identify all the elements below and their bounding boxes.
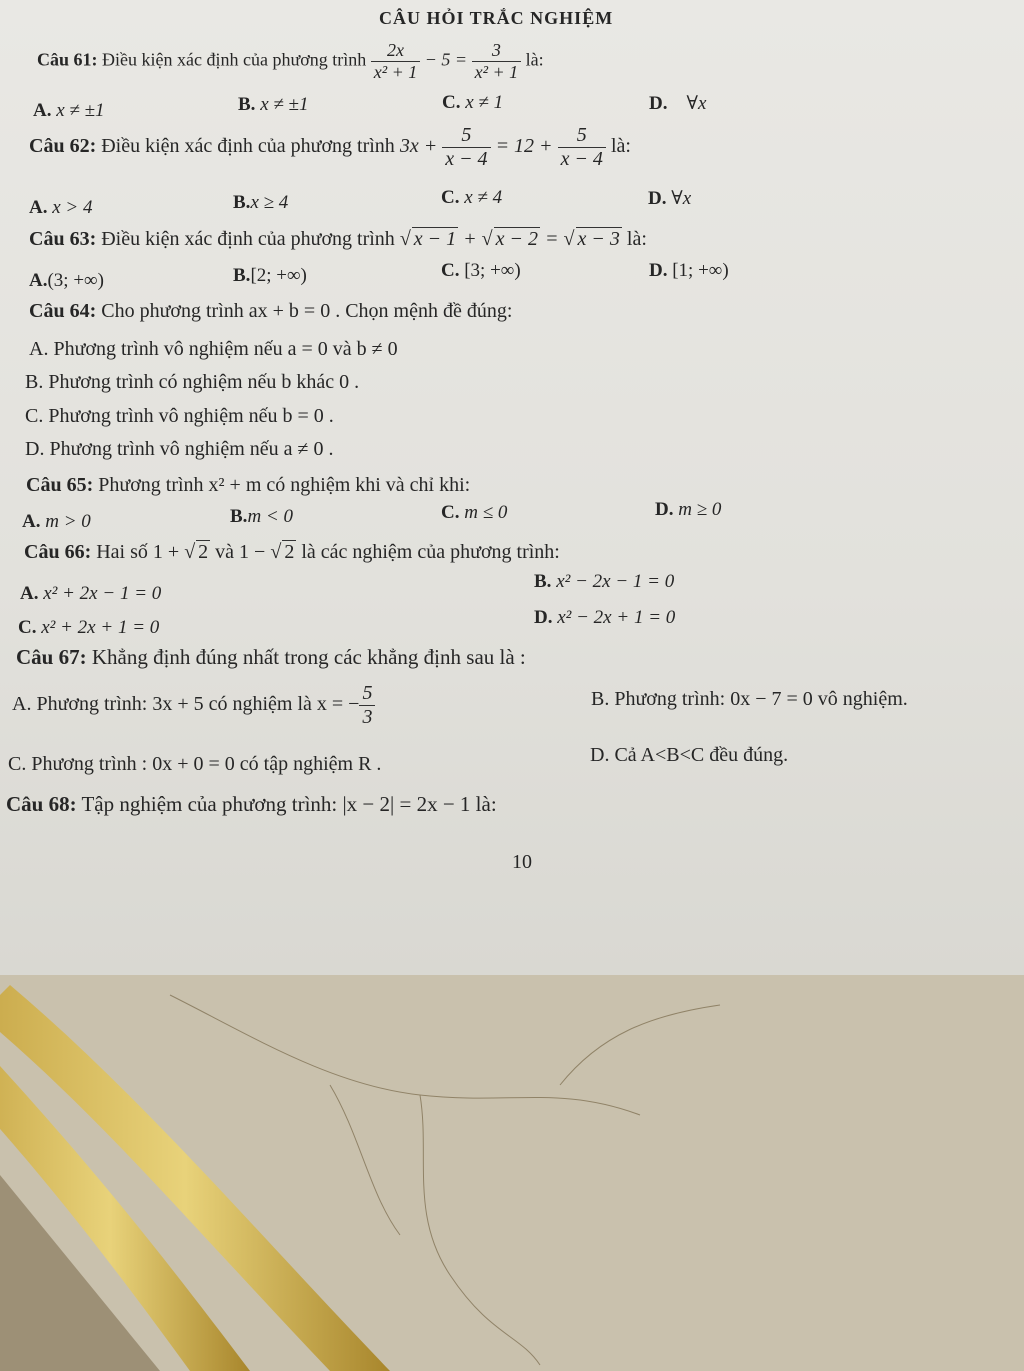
option-letter: A. [20, 583, 39, 604]
question-text: Điều kiện xác định của phương trình [101, 135, 395, 158]
question-label: Câu 65: [26, 474, 94, 496]
option-63d [649, 260, 729, 282]
option-value: m ≤ 0 [464, 502, 508, 523]
option-63a [29, 270, 104, 292]
radicand: 2 [198, 541, 209, 563]
fraction [371, 40, 421, 82]
option-66b [534, 571, 674, 593]
option-value: ∀x [686, 93, 707, 114]
option-value: x ≥ 4 [250, 192, 289, 213]
option-letter: C. [441, 502, 460, 523]
option-67b: B. Phương trình: 0x − 7 = 0 vô nghiệm. [591, 688, 908, 710]
option-61c [442, 92, 503, 114]
page-title: CÂU HỎI TRẮC NGHIỆM [379, 8, 614, 28]
option-61a [33, 100, 105, 122]
question-tail: là: [626, 228, 647, 250]
question-text: Điều kiện xác định của phương trình [102, 49, 367, 70]
question-text: và 1 − [210, 541, 271, 563]
option-65a [22, 511, 91, 533]
question-tail: là: [525, 49, 544, 70]
fraction [359, 682, 375, 729]
option-65d [655, 499, 721, 521]
page-number: 10 [512, 851, 532, 873]
option-letter: C. [442, 92, 461, 113]
option-letter: A. [33, 100, 52, 121]
denominator: x − 4 [560, 148, 603, 170]
option-value: ∀x [671, 188, 692, 209]
option-letter: D. [648, 188, 667, 209]
question-label: Câu 67: [16, 645, 87, 669]
equation-part: − 5 = [420, 49, 472, 70]
fraction [442, 124, 490, 171]
option-61d [649, 92, 706, 115]
option-62a [29, 197, 93, 219]
option-letter: B. [233, 265, 251, 286]
question-64 [29, 300, 512, 323]
question-text: Điều kiện xác định của phương trình [101, 228, 395, 250]
denominator: x² + 1 [474, 61, 519, 82]
question-66: Câu 66: Hai số 1 + √ 2 và 1 − √ 2 là các nghiệm của phương trình: [24, 541, 560, 563]
numerator: 5 [359, 682, 375, 706]
option-letter: A. [29, 270, 48, 291]
question-text: Tập nghiệm của phương trình: |x − 2| = 2x − 1 là: [81, 792, 497, 816]
question-text: Phương trình x² + m có nghiệm khi và chỉ khi: [98, 474, 471, 496]
option-letter: C. [441, 187, 460, 208]
question-label: Câu 64: [29, 300, 97, 322]
option-value: m ≥ 0 [678, 499, 722, 520]
option-66c [18, 617, 159, 639]
question-67 [16, 645, 526, 670]
option-value: x² − 2x + 1 = 0 [557, 607, 676, 628]
option-value: x ≠ 1 [465, 92, 504, 113]
denominator: 3 [362, 706, 373, 728]
option-value: m < 0 [247, 506, 293, 527]
fraction [472, 40, 522, 82]
option-letter: C. [18, 617, 37, 638]
option-66d [534, 607, 675, 629]
question-label: Câu 62: [29, 135, 97, 158]
question-text: Hai số 1 + [96, 541, 185, 563]
denominator: x² + 1 [373, 61, 418, 82]
option-text: A. Phương trình: 3x + 5 có nghiệm là x = − [12, 693, 360, 716]
option-67d: D. Cả A<B<C đều đúng. [590, 744, 789, 766]
question-text: Cho phương trình ax + b = 0 . Chọn mệnh đề đúng: [101, 300, 513, 322]
question-label: Câu 66: [24, 541, 92, 563]
question-tail: là: [610, 135, 631, 158]
question-label: Câu 68: [6, 792, 77, 816]
option-65b [230, 506, 293, 528]
option-64b: B. Phương trình có nghiệm nếu b khác 0 . [25, 371, 360, 393]
equation-part: 3x + [399, 135, 443, 158]
option-value: [1; +∞) [672, 260, 729, 281]
option-64a: A. Phương trình vô nghiệm nếu a = 0 và b ≠ 0 [29, 338, 398, 360]
option-62d [648, 187, 691, 210]
option-63c [441, 260, 521, 282]
question-61 [37, 40, 544, 82]
background-floor [0, 975, 1024, 1371]
sqrt-expression: √ x − 1 + √ x − 2 = √ x − 3 [399, 228, 620, 250]
option-letter: D. [649, 260, 668, 281]
option-value: x² + 2x + 1 = 0 [41, 617, 160, 638]
question-63 [29, 227, 647, 251]
question-text: là các nghiệm của phương trình: [296, 541, 560, 563]
option-value: x > 4 [52, 197, 93, 218]
question-65 [26, 474, 470, 497]
option-letter: B. [230, 506, 248, 527]
denominator: x − 4 [445, 148, 488, 170]
option-value: x ≠ ±1 [260, 94, 309, 115]
option-67a [12, 682, 375, 729]
option-letter: B. [238, 94, 256, 115]
radicand: 2 [284, 541, 295, 563]
option-63b [233, 265, 307, 287]
question-62 [29, 124, 631, 171]
question-label: Câu 61: [37, 49, 98, 70]
option-letter: B. [534, 571, 552, 592]
option-letter: D. [534, 607, 553, 628]
option-letter: A. [22, 511, 41, 532]
numerator: 5 [558, 124, 606, 148]
option-value: [3; +∞) [464, 260, 521, 281]
option-value: m > 0 [45, 511, 91, 532]
option-value: [2; +∞) [250, 265, 307, 286]
numerator: 5 [442, 124, 490, 148]
option-64d: D. Phương trình vô nghiệm nếu a ≠ 0 . [25, 438, 334, 460]
radicand: x − 1 [413, 228, 457, 250]
radicand: x − 2 [495, 228, 539, 250]
numerator: 3 [472, 40, 522, 62]
radicand: x − 3 [577, 228, 620, 250]
option-61b [238, 94, 308, 116]
option-62b [233, 192, 288, 214]
option-67c: C. Phương trình : 0x + 0 = 0 có tập nghiệm R . [8, 753, 382, 775]
option-letter: D. [649, 93, 668, 114]
option-value: x² − 2x − 1 = 0 [556, 571, 675, 592]
option-letter: C. [441, 260, 460, 281]
option-value: x ≠ 4 [464, 187, 503, 208]
option-value: (3; +∞) [47, 270, 104, 291]
option-letter: A. [29, 197, 48, 218]
option-value: x² + 2x − 1 = 0 [43, 583, 162, 604]
option-66a [20, 583, 161, 605]
option-64c: C. Phương trình vô nghiệm nếu b = 0 . [25, 405, 334, 427]
option-value: x ≠ ±1 [56, 100, 105, 121]
option-letter: D. [655, 499, 674, 520]
fraction [558, 124, 606, 171]
numerator: 2x [371, 40, 421, 62]
option-62c [441, 187, 502, 209]
question-text: Khẳng định đúng nhất trong các khẳng định sau là : [91, 645, 526, 669]
equation-part: = 12 + [490, 135, 558, 158]
option-letter: B. [233, 192, 251, 213]
question-label: Câu 63: [29, 228, 97, 250]
question-68 [6, 792, 497, 817]
option-65c [441, 502, 507, 524]
